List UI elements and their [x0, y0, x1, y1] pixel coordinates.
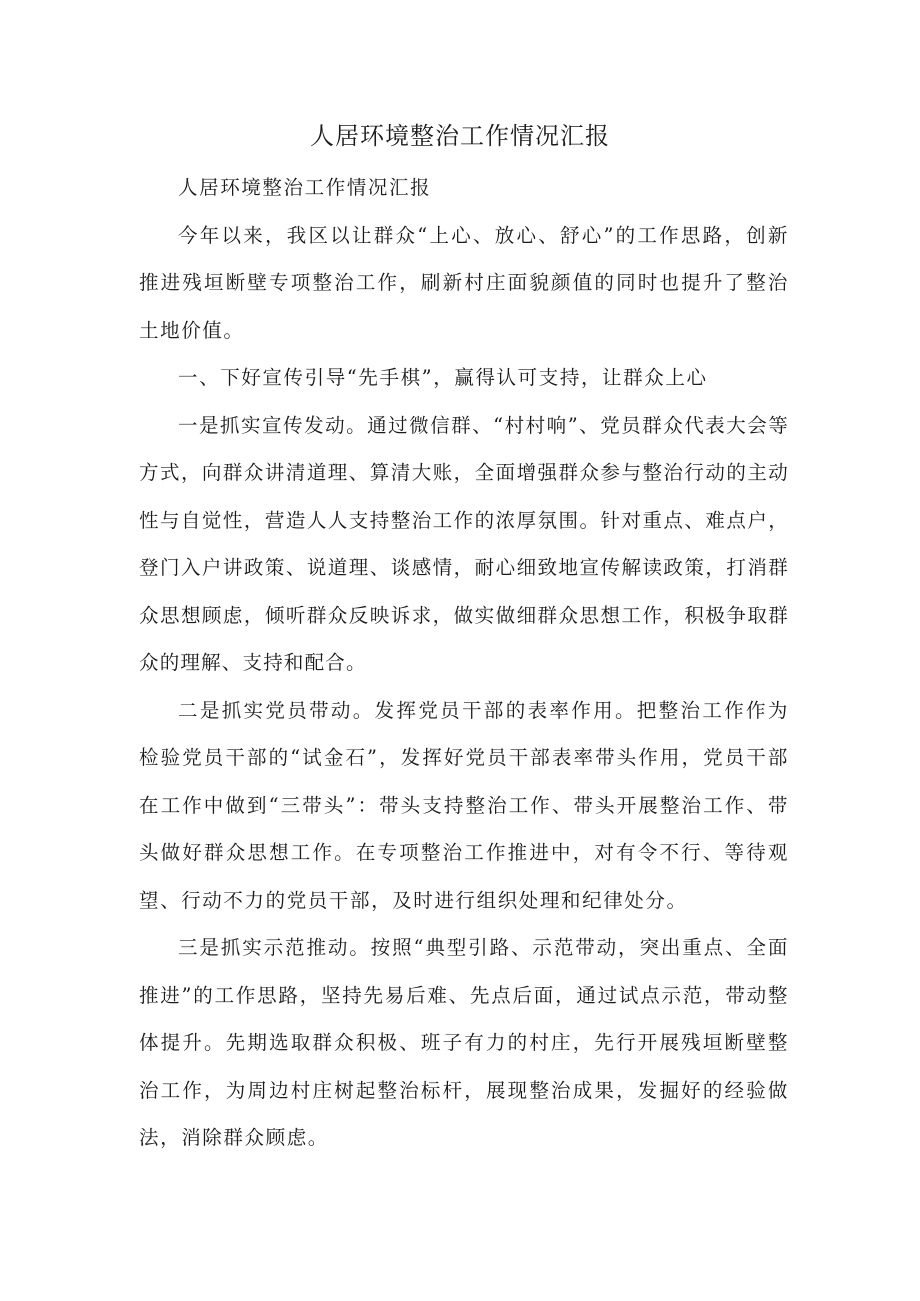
- paragraph-publicity: 一是抓实宣传发动。通过微信群、“村村响”、党员群众代表大会等方式，向群众讲清道理、算清大账，全面增强群众参与整治行动的主动性与自觉性，营造人人支持整治工作的浓厚氛围。针对重点、难点户，登门入户讲政策、说道理、谈感情，耐心细致地宣传解读政策，打消群众思想顾虑，倾听群众反映诉求，做实做细群众思想工作，积极争取群众的理解、支持和配合。: [139, 413, 789, 674]
- document-body: [139, 164, 789, 1162]
- paragraph-party-members: 二是抓实党员带动。发挥党员干部的表率作用。把整治工作作为检验党员干部的“试金石”，发挥好党员干部表率带头作用，党员干部在工作中做到“三带头”：带头支持整治工作、带头开展整治工作、带头做好群众思想工作。在专项整治工作推进中，对有令不行、等待观望、行动不力的党员干部，及时进行组织处理和纪律处分。: [139, 698, 789, 912]
- document-title: 人居环境整治工作情况汇报: [310, 122, 610, 150]
- intro-paragraph: 今年以来，我区以让群众“上心、放心、舒心”的工作思路，创新推进残垣断壁专项整治工作，刷新村庄面貌颜值的同时也提升了整治土地价值。: [139, 223, 789, 342]
- section-heading: 一、下好宣传引导“先手棋”，赢得认可支持，让群众上心: [178, 366, 708, 389]
- subtitle-paragraph: 人居环境整治工作情况汇报: [178, 176, 432, 199]
- paragraph-demonstration: 三是抓实示范推动。按照“典型引路、示范带动，突出重点、全面推进”的工作思路，坚持先易后难、先点后面，通过试点示范，带动整体提升。先期选取群众积极、班子有力的村庄，先行开展残垣断壁整治工作，为周边村庄树起整治标杆，展现整治成果，发掘好的经验做法，消除群众顾虑。: [139, 936, 789, 1149]
